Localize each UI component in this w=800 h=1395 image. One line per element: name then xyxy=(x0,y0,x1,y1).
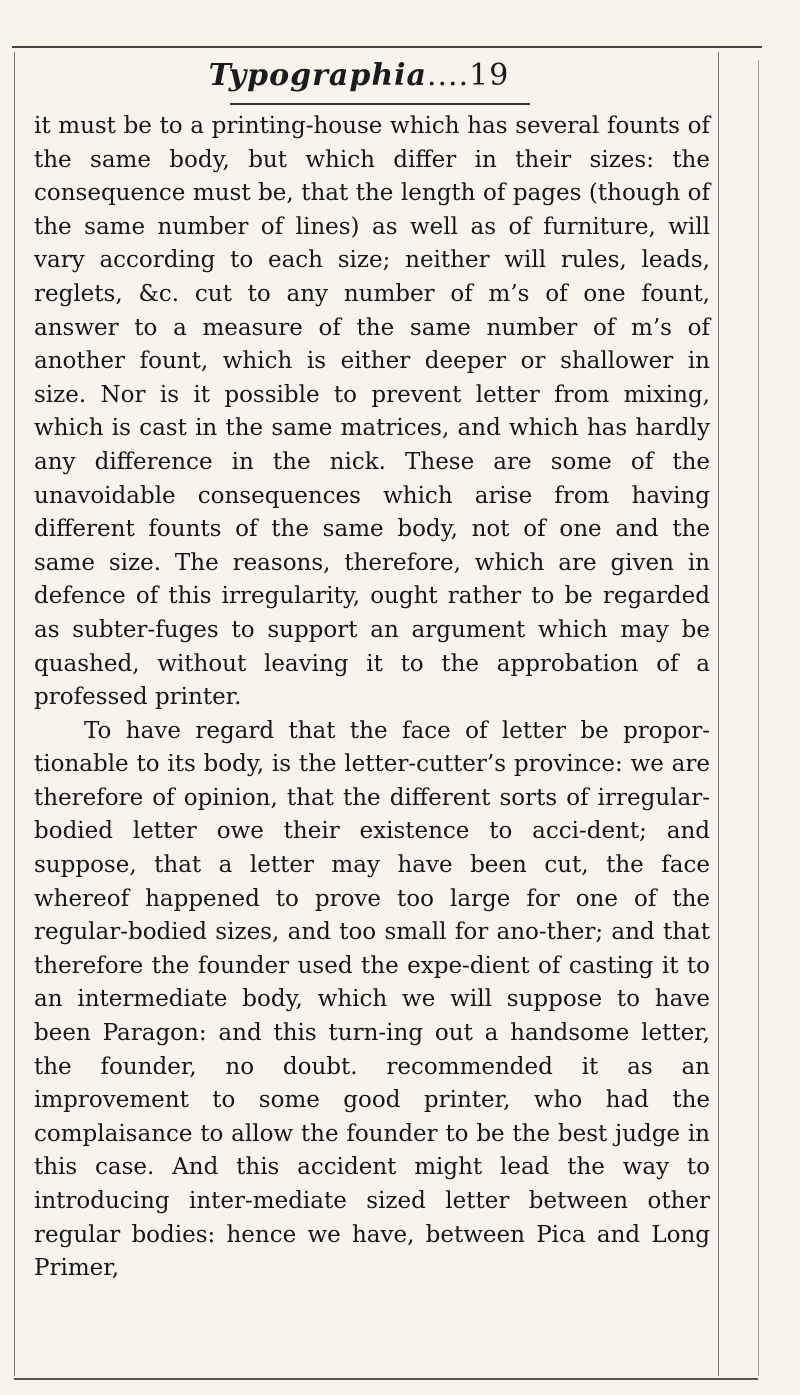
body-text xyxy=(34,110,710,1286)
bottom-border-rule xyxy=(14,1378,758,1380)
right-margin-rule xyxy=(718,52,719,1376)
paragraph-2: To have regard that the face of letter be propor-tionable to its body, is the letter-cutter’s province: we are therefore of opinion, that the different sorts of irregular-bodied letter owe their existence to acci-dent; and suppose, that a letter may have been cut, the face whereof happened to prove too large for one of the regular-bodied sizes, and too small for ano-ther; and that therefore the founder used the expe-dient of casting it to an intermediate body, which we will suppose to have been Paragon: and this turn-ing out a handsome letter, the founder, no doubt. recommended it as an improvement to some good printer, who had the complaisance to allow the founder to be the best judge in this case. And this accident might lead the way to introducing inter-mediate sized letter between other regular bodies: hence we have, between Pica and Long Primer, xyxy=(34,717,710,1282)
left-margin-rule xyxy=(14,52,15,1376)
running-head-dots: .... xyxy=(426,58,470,93)
head-rule xyxy=(230,103,530,105)
running-head xyxy=(0,58,718,93)
top-border-rule xyxy=(12,46,762,48)
paragraph-1: it must be to a printing-house which has several founts of the same body, but which differ in their sizes: the consequence must be, that the length of pages (though of the same number of lines) as well as of furniture, will vary according to each size; neither will rules, leads, reglets, &c. cut to any number of m’s of one fount, answer to a measure of the same number of m’s of another fount, which is either deeper or shallower in size. Nor is it possible to prevent letter from mixing, which is cast in the same matrices, and which has hardly any difference in the nick. These are some of the unavoidable consequences which arise from having different founts of the same body, not of one and the same size. The reasons, therefore, which are given in defence of this irregularity, ought rather to be regarded as subter-fuges to support an argument which may be quashed, without leaving it to the approbation of a professed printer. xyxy=(34,113,710,711)
outer-right-rule xyxy=(758,60,759,1376)
running-head-title: Typographia xyxy=(208,58,427,93)
page-number: 19 xyxy=(469,58,510,93)
